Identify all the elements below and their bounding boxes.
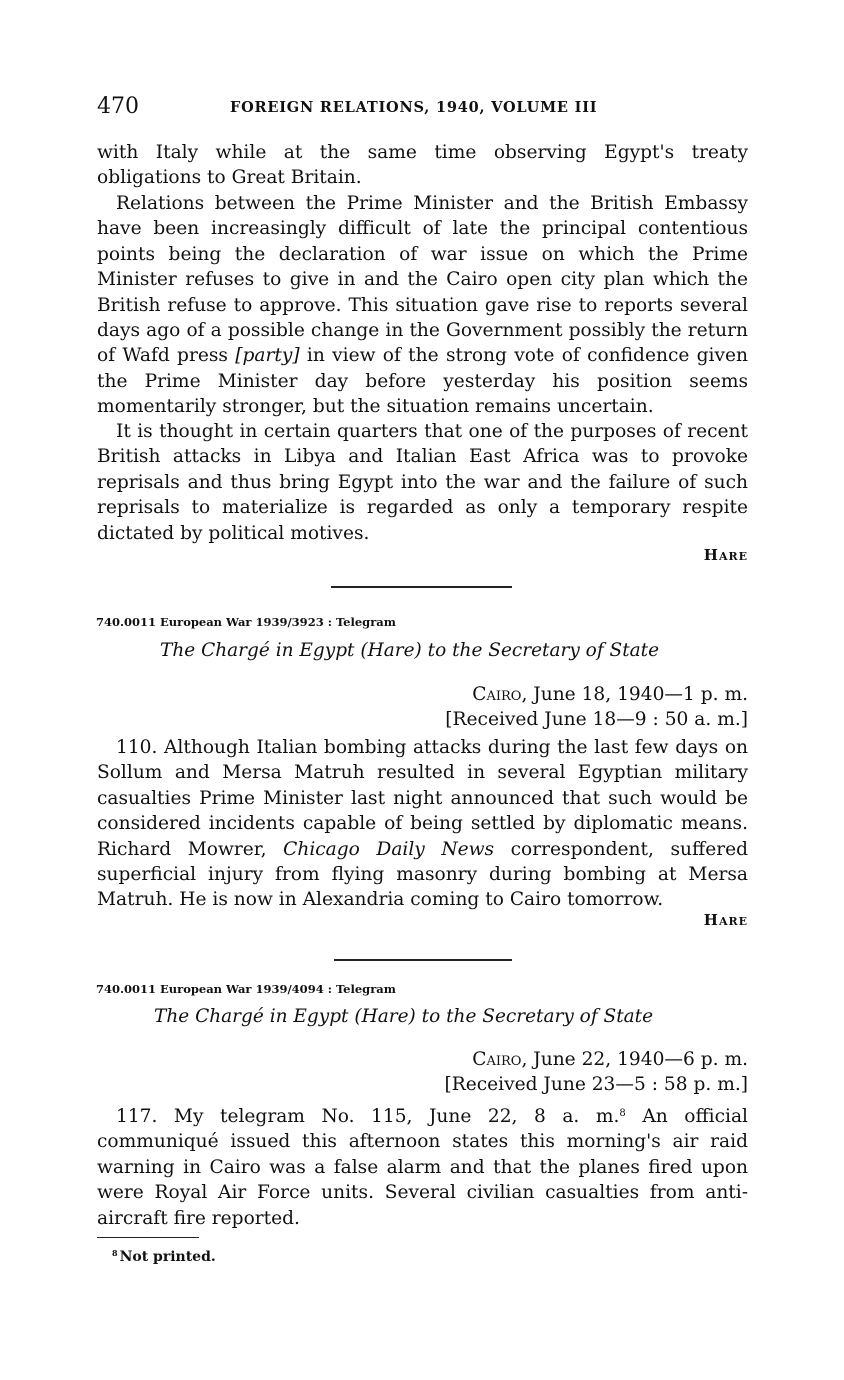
file-reference-2: 740.0011 European War 1939/4094 : Telegram (96, 982, 396, 996)
bracketed-insertion: [party] (235, 345, 300, 367)
footnote-mark: 8 (112, 1248, 118, 1258)
dateline-place: Cairo (472, 684, 522, 705)
received-line: [Received June 23—5 : 58 p. m.] (444, 1074, 748, 1096)
dateline-2: Cairo, June 22, 1940—6 p. m. [Received June 23—5 : 58 p. m.] (444, 1047, 748, 1098)
telegram-body-110: 110. Although Italian bombing attacks during the last few days on Sollum and Mersa Matruh resulted in several Egyptian military casualties Prime Minister last night announced that such would be considered incidents capable of being settled by diplomatic means. Richard Mowrer, Chicago Daily News correspondent, suffered superficial injury from flying masonry during bombing at Mersa Matruh. He is now in Alexandria coming to Cairo tomorrow. (97, 737, 748, 911)
footnote-text: Not printed. (119, 1249, 216, 1265)
document-title-2: The Chargé in Egypt (Hare) to the Secretary of State (154, 1006, 654, 1027)
continuation-paragraph-2: Relations between the Prime Minister and the British Embassy have been increasingly difficult of late the principal contentious points being the declaration of war issue on which the Prime Minister refuses to give in and the Cairo open city plan which the British refuse to approve. This situation gave rise to reports several days ago of a possible change in the Government possibly the return of Wafd press [party] in view of the strong vote of confidence given the Prime Minister day before yesterday his position seems momentarily stronger, but the situation remains uncertain. (97, 193, 748, 418)
section-divider-2 (334, 959, 512, 961)
dateline-place: Cairo (472, 1049, 522, 1070)
file-reference-1: 740.0011 European War 1939/3923 : Telegram (96, 615, 396, 629)
document-title-1: The Chargé in Egypt (Hare) to the Secretary of State (160, 640, 660, 661)
newspaper-name: Chicago Daily News (283, 838, 495, 860)
dateline-1: Cairo, June 18, 1940—1 p. m. [Received June 18—9 : 50 a. m.] (445, 682, 748, 733)
page-header (97, 94, 748, 124)
footnote-reference: 8 (619, 1108, 626, 1119)
page-number: 470 (97, 94, 139, 119)
telegram-body-117: 117. My telegram No. 115, June 22, 8 a. m.$^8$ An official communiqué issued this afternoon states this morning's air raid warning in Cairo was a false alarm and that the planes fired upon were Royal Air Force units. Several civilian casualties from anti-aircraft fire reported. (97, 1106, 748, 1229)
section-divider-1 (331, 586, 512, 588)
continuation-paragraph-3: It is thought in certain quarters that one of the purposes of recent British attacks in Libya and Italian East Africa was to provoke reprisals and thus bring Egypt into the war and the failure of such reprisals to materialize is regarded as only a temporary respite dictated by political motives. (97, 421, 748, 544)
footnote (112, 1248, 216, 1265)
continuation-paragraph-1: with Italy while at the same time observing Egypt's treaty obligations to Great Britain. (97, 142, 748, 189)
signature-hare-1: Hare (703, 546, 748, 564)
received-line: [Received June 18—9 : 50 a. m.] (445, 709, 748, 731)
signature-hare-2: Hare (703, 911, 748, 929)
footnote-divider (97, 1237, 199, 1238)
running-title: FOREIGN RELATIONS, 1940, VOLUME III (230, 99, 598, 116)
